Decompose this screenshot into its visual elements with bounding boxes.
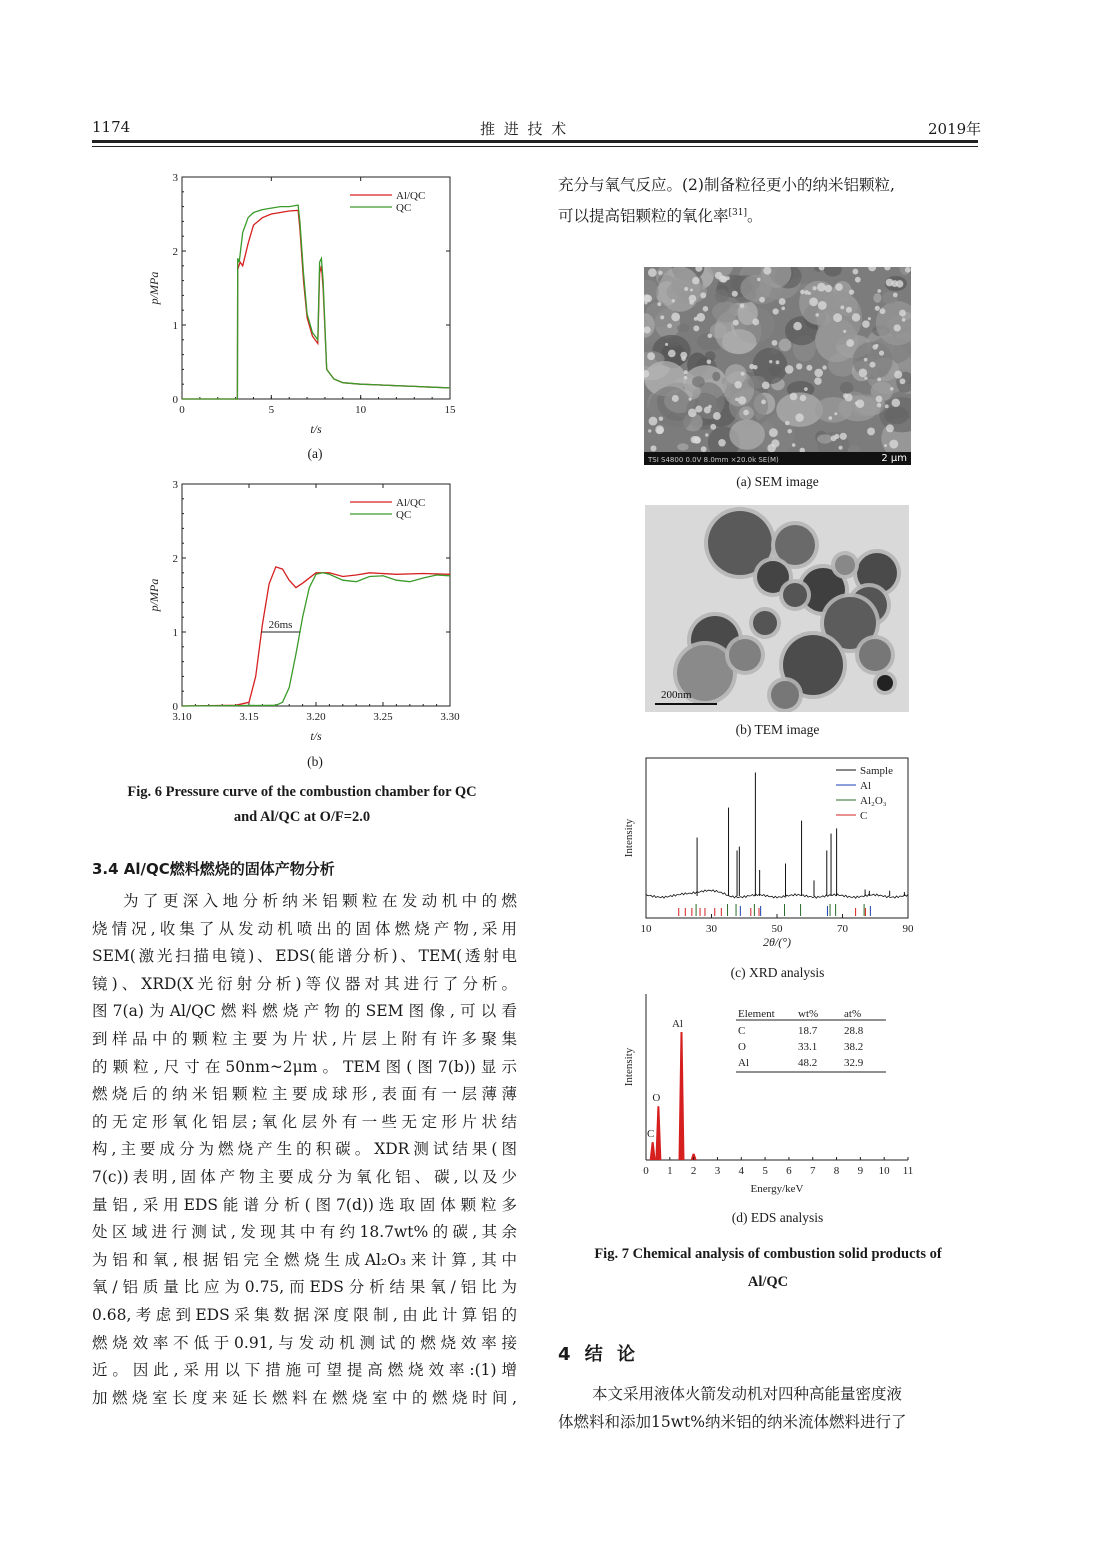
- eds-peak: [678, 1032, 684, 1160]
- table-header: Element: [738, 1008, 775, 1020]
- sem-nanoparticle: [814, 377, 821, 384]
- sem-nanoparticle: [735, 398, 738, 401]
- sem-grain: [740, 275, 771, 302]
- sem-nanoparticle: [762, 381, 770, 389]
- sem-nanoparticle: [684, 370, 688, 374]
- sem-nanoparticle: [779, 298, 786, 305]
- sem-nanoparticle: [719, 275, 726, 282]
- fig6a-sub-label: (a): [307, 446, 323, 461]
- sem-grain: [648, 387, 693, 436]
- sem-nanoparticle: [650, 445, 656, 451]
- y-tick-label: 3: [172, 479, 178, 491]
- sem-nanoparticle: [757, 278, 761, 282]
- body-line: 的颗粒,尺寸在50nm~2μm。TEM图(图7(b))显示: [92, 1057, 517, 1076]
- sem-nanoparticle: [759, 297, 765, 303]
- right-top-line2-end: 。: [747, 207, 763, 226]
- y-tick-label: 3: [172, 172, 178, 184]
- sem-nanoparticle: [875, 306, 880, 311]
- body-line: 构,主要成分为燃烧产生的积碳。XDR测试结果(图: [92, 1140, 517, 1159]
- legend-label: QC: [396, 509, 412, 521]
- fig6a-chart: [140, 165, 480, 465]
- body-line: 7(c))表明,固体产物主要成分为氧化铝、碳,以及少: [92, 1167, 517, 1186]
- sem-nanoparticle: [668, 350, 676, 358]
- sem-nanoparticle: [649, 417, 658, 426]
- sem-nanoparticle: [831, 435, 837, 441]
- sem-nanoparticle: [695, 406, 702, 413]
- sem-nanoparticle: [869, 362, 875, 368]
- sem-nanoparticle: [879, 350, 884, 355]
- sem-nanoparticle: [840, 305, 844, 309]
- sem-nanoparticle: [818, 301, 827, 310]
- sem-grain: [712, 372, 720, 381]
- right-top-line2: [558, 200, 978, 231]
- sem-grain: [824, 267, 842, 277]
- x-tick-label: 3.20: [306, 711, 326, 723]
- sem-grain: [840, 382, 853, 394]
- sem-nanoparticle: [733, 320, 739, 326]
- sem-nanoparticle: [790, 393, 798, 401]
- section-title-3-4: 3.4 Al/QC燃料燃烧的固体产物分析: [92, 860, 335, 878]
- sem-nanoparticle: [647, 352, 655, 360]
- legend-label: Al₂O₃: [860, 795, 887, 807]
- sem-nanoparticle: [749, 364, 754, 369]
- x-tick-label: 90: [902, 923, 914, 935]
- sem-grain: [873, 293, 881, 303]
- legend-label: Sample: [860, 765, 893, 777]
- sem-nanoparticle: [809, 297, 818, 306]
- x-tick-label: 70: [837, 923, 848, 935]
- sem-nanoparticle: [900, 378, 906, 384]
- sem-nanoparticle: [681, 356, 686, 361]
- sem-nanoparticle: [684, 376, 688, 380]
- year: 2019年: [928, 120, 982, 138]
- table-header: wt%: [798, 1008, 819, 1020]
- sem-nanoparticle: [655, 425, 664, 434]
- tem-particle: [783, 583, 807, 607]
- sem-nanoparticle: [752, 319, 759, 326]
- eds-chart: [610, 990, 920, 1205]
- tem-scale-label: 200nm: [661, 689, 692, 701]
- sem-nanoparticle: [894, 371, 902, 379]
- fig6b-chart: [140, 472, 480, 752]
- body-line: 氧/铝质量比应为0.75,而EDS分析结果氧/铝比为: [92, 1278, 517, 1297]
- sem-nanoparticle: [849, 290, 854, 295]
- x-tick-label: 3.10: [172, 711, 192, 723]
- body-line: SEM(激光扫描电镜)、EDS(能谱分析)、TEM(透射电: [92, 947, 517, 966]
- section-title-4: 4 结 论: [558, 1344, 640, 1365]
- sem-nanoparticle: [855, 277, 861, 283]
- sem-nanoparticle: [902, 318, 906, 322]
- x-tick-label: 30: [706, 923, 717, 935]
- sem-nanoparticle: [814, 369, 823, 378]
- sem-nanoparticle: [691, 436, 698, 443]
- table-cell: 48.2: [798, 1057, 818, 1069]
- sem-grain: [722, 329, 756, 354]
- x-tick-label: 5: [268, 404, 275, 416]
- sem-nanoparticle: [796, 363, 802, 369]
- x-tick-label: 8: [833, 1165, 840, 1177]
- annotation-label: 26ms: [268, 619, 293, 631]
- sem-nanoparticle: [877, 377, 881, 381]
- eds-peak-label: O: [652, 1092, 661, 1105]
- sem-nanoparticle: [648, 268, 657, 277]
- sem-nanoparticle: [839, 446, 843, 450]
- sem-nanoparticle: [828, 416, 832, 420]
- sem-nanoparticle: [693, 325, 699, 331]
- sem-nanoparticle: [659, 416, 663, 420]
- x-tick-label: 15: [444, 404, 456, 416]
- sem-nanoparticle: [705, 433, 708, 436]
- body-line: 到样品中的颗粒主要为片状,片层上附有许多聚集: [92, 1029, 517, 1048]
- sem-nanoparticle: [672, 395, 679, 402]
- x-tick-label: 3.30: [440, 711, 460, 723]
- series-line-qc: [182, 205, 450, 399]
- sem-nanoparticle: [689, 295, 697, 303]
- sem-nanoparticle: [862, 320, 870, 328]
- eds-peak: [650, 1142, 656, 1160]
- sem-nanoparticle: [800, 395, 807, 402]
- sem-image: [644, 267, 911, 465]
- sem-nanoparticle: [781, 307, 785, 311]
- x-tick-label: 4: [738, 1165, 745, 1177]
- sem-nanoparticle: [845, 394, 853, 402]
- journal-name: 推 进 技 术: [480, 120, 569, 138]
- y-tick-label: 1: [172, 627, 178, 639]
- x-tick-label: 50: [771, 923, 783, 935]
- body-line: 的无定形氧化铝层;氧化层外有一些无定形片状结: [92, 1112, 517, 1131]
- sem-nanoparticle: [703, 306, 709, 312]
- x-tick-label: 6: [786, 1165, 792, 1177]
- table-cell: 32.9: [844, 1057, 864, 1069]
- eds-peak-label: Al: [671, 1018, 683, 1030]
- x-tick-label: 3.25: [373, 711, 393, 723]
- sem-nanoparticle: [718, 439, 726, 447]
- sem-nanoparticle: [868, 267, 876, 271]
- tem-particle: [753, 611, 777, 635]
- table-cell: 38.2: [844, 1041, 864, 1053]
- sem-nanoparticle: [710, 424, 716, 430]
- sem-nanoparticle: [787, 429, 791, 433]
- sem-nanoparticle: [732, 291, 738, 297]
- tem-particle: [835, 555, 855, 575]
- right-top-line2-text: 可以提高铝颗粒的氧化率: [558, 207, 729, 226]
- sem-nanoparticle: [891, 398, 900, 407]
- x-tick-label: 10: [355, 404, 367, 416]
- sem-nanoparticle: [864, 358, 868, 362]
- sem-grain: [677, 324, 690, 332]
- sem-nanoparticle: [690, 288, 693, 291]
- fig7b-sub-label: (b) TEM image: [735, 722, 820, 737]
- x-axis-label: t/s: [310, 729, 322, 743]
- sem-nanoparticle: [834, 412, 837, 415]
- sem-nanoparticle: [855, 401, 858, 404]
- body-line: 图7(a)为Al/QC燃料燃烧产物的SEM图像,可以看: [92, 1002, 517, 1021]
- fig7c-sub-label: (c) XRD analysis: [730, 965, 825, 980]
- y-axis-label: Intensity: [623, 1047, 635, 1087]
- sem-nanoparticle: [806, 365, 812, 371]
- sem-grain: [677, 443, 688, 450]
- sem-nanoparticle: [644, 301, 647, 304]
- x-tick-label: 7: [809, 1165, 816, 1177]
- fig7a-sub-label: (a) SEM image: [736, 474, 819, 489]
- x-tick-label: 10: [878, 1165, 890, 1177]
- header-rule: [92, 140, 978, 143]
- sem-nanoparticle: [876, 396, 883, 403]
- sem-nanoparticle: [846, 339, 854, 347]
- sem-nanoparticle: [843, 330, 846, 333]
- sem-nanoparticle: [771, 439, 779, 447]
- sem-nanoparticle: [867, 428, 875, 436]
- body-line: 近。因此,采用以下措施可望提高燃烧效率:(1)增: [92, 1361, 517, 1380]
- y-tick-label: 1: [172, 320, 178, 332]
- body-line: 为了更深入地分析纳米铝颗粒在发动机中的燃: [123, 892, 517, 910]
- sem-nanoparticle: [769, 360, 772, 363]
- sem-nanoparticle: [740, 304, 744, 308]
- sem-nanoparticle: [713, 412, 721, 420]
- sem-nanoparticle: [660, 315, 664, 319]
- sem-nanoparticle: [804, 290, 809, 295]
- y-tick-label: 0: [172, 701, 178, 713]
- sem-nanoparticle: [696, 313, 705, 322]
- sem-nanoparticle: [769, 428, 778, 437]
- table-header: at%: [844, 1008, 862, 1020]
- sem-info-text: TSI S4800 0.0V 8.0mm ×20.0k SE(M): [648, 456, 779, 464]
- sem-nanoparticle: [852, 313, 860, 321]
- x-tick-label: 10: [640, 923, 652, 935]
- sem-nanoparticle: [835, 283, 843, 291]
- y-tick-label: 2: [172, 553, 178, 565]
- sem-nanoparticle: [884, 267, 890, 270]
- sem-nanoparticle: [793, 322, 801, 330]
- sem-nanoparticle: [648, 429, 651, 432]
- table-cell: 18.7: [798, 1025, 818, 1037]
- y-tick-label: 2: [172, 246, 178, 258]
- sem-nanoparticle: [665, 343, 668, 346]
- fig7-caption-line1: Fig. 7 Chemical analysis of combustion solid products of: [594, 1246, 942, 1262]
- legend-label: Al/QC: [396, 497, 426, 509]
- tem-scale-bar: [655, 703, 717, 705]
- body-line: 镜)、XRD(X光衍射分析)等仪器对其进行了分析。: [92, 974, 517, 993]
- x-axis-label: 2θ/(°): [762, 935, 792, 949]
- sem-nanoparticle: [694, 317, 698, 321]
- sem-nanoparticle: [684, 287, 688, 291]
- sem-nanoparticle: [889, 440, 898, 449]
- x-axis-label: Energy/keV: [750, 1183, 804, 1195]
- sem-texture: [644, 267, 911, 465]
- sem-nanoparticle: [846, 307, 852, 313]
- fig7d-sub-label: (d) EDS analysis: [731, 1210, 824, 1225]
- sem-nanoparticle: [886, 424, 894, 432]
- table-cell: C: [738, 1025, 746, 1037]
- x-tick-label: 3: [714, 1165, 721, 1177]
- sem-nanoparticle: [792, 443, 796, 447]
- sem-nanoparticle: [688, 408, 697, 417]
- sem-nanoparticle: [707, 359, 712, 364]
- body-line: 燃烧后的纳米铝颗粒主要成球形,表面有一层薄薄: [92, 1085, 517, 1104]
- table-cell: O: [738, 1041, 746, 1053]
- sem-nanoparticle: [795, 413, 803, 421]
- sem-nanoparticle: [859, 369, 868, 378]
- xrd-baseline: [646, 890, 908, 898]
- sem-nanoparticle: [667, 323, 672, 328]
- table-cell: 33.1: [798, 1041, 818, 1053]
- legend-label: Al: [860, 780, 871, 792]
- sem-nanoparticle: [815, 313, 819, 317]
- sem-nanoparticle: [864, 377, 867, 380]
- eds-peak: [655, 1106, 661, 1160]
- sem-nanoparticle: [886, 279, 894, 287]
- body-line: 烧情况,收集了从发动机喷出的固体燃烧产物,采用: [92, 919, 517, 938]
- sem-nanoparticle: [894, 324, 901, 331]
- sem-nanoparticle: [893, 293, 898, 298]
- sem-nanoparticle: [817, 283, 826, 292]
- sem-nanoparticle: [734, 381, 741, 388]
- sem-nanoparticle: [776, 360, 780, 364]
- fig6-caption-line1: Fig. 6 Pressure curve of the combustion chamber for QC: [127, 784, 477, 800]
- sem-nanoparticle: [743, 410, 749, 416]
- body-line: 为铝和氧,根据铝完全燃烧生成Al₂O₃来计算,其中: [92, 1250, 517, 1269]
- sem-nanoparticle: [785, 365, 794, 374]
- sem-nanoparticle: [738, 396, 746, 404]
- sem-nanoparticle: [658, 271, 662, 275]
- sem-nanoparticle: [899, 310, 906, 317]
- fig6b-sub-label: (b): [307, 754, 323, 769]
- sem-nanoparticle: [840, 433, 847, 440]
- sem-nanoparticle: [804, 387, 808, 391]
- sem-grain: [817, 434, 832, 443]
- page-number: 1174: [92, 118, 131, 136]
- body-line: 量铝,采用EDS能谱分析(图7(d))选取固体颗粒多: [92, 1195, 517, 1214]
- sem-nanoparticle: [773, 308, 779, 314]
- sem-nanoparticle: [872, 344, 877, 349]
- legend-label: C: [860, 810, 868, 822]
- legend-label: QC: [396, 202, 412, 214]
- sem-nanoparticle: [692, 277, 700, 285]
- sem-nanoparticle: [880, 308, 886, 314]
- legend-label: Al/QC: [396, 190, 426, 202]
- body-line: 燃烧效率不低于0.91,与发动机测试的燃烧效率接: [92, 1333, 517, 1352]
- sem-nanoparticle: [877, 403, 882, 408]
- citation: [31]: [728, 208, 747, 218]
- sem-nanoparticle: [890, 387, 893, 390]
- x-tick-label: 0: [179, 404, 185, 416]
- sem-nanoparticle: [657, 302, 661, 306]
- x-tick-label: 1: [667, 1165, 673, 1177]
- sem-nanoparticle: [704, 407, 711, 414]
- section-3-4-body: [92, 888, 517, 1412]
- table-cell: Al: [738, 1057, 749, 1069]
- x-tick-label: 9: [857, 1165, 864, 1177]
- tem-particle: [877, 675, 893, 691]
- sem-nanoparticle: [785, 421, 790, 426]
- x-tick-label: 0: [643, 1165, 649, 1177]
- sem-nanoparticle: [761, 399, 766, 404]
- sem-grain: [692, 376, 705, 387]
- x-axis-label: t/s: [310, 422, 322, 436]
- sem-nanoparticle: [884, 444, 887, 447]
- table-cell: 28.8: [844, 1025, 864, 1037]
- sem-grain: [715, 289, 729, 302]
- sem-nanoparticle: [672, 299, 675, 302]
- body-line: 处区域进行测试,发现其中有约18.7wt%的碳,其余: [92, 1223, 517, 1242]
- xrd-chart: [610, 750, 920, 960]
- sem-nanoparticle: [741, 372, 745, 376]
- y-axis-label: Intensity: [623, 818, 635, 858]
- x-tick-label: 2: [690, 1165, 697, 1177]
- sem-scale-label: 2 μm: [881, 453, 907, 464]
- body-line: 加燃烧室长度来延长燃料在燃烧室中的燃烧时间,: [92, 1388, 517, 1407]
- tem-particle: [859, 639, 891, 671]
- sem-nanoparticle: [708, 334, 713, 339]
- sem-nanoparticle: [800, 290, 805, 295]
- sem-nanoparticle: [852, 269, 858, 275]
- x-tick-label: 3.15: [239, 711, 259, 723]
- sem-nanoparticle: [700, 292, 706, 298]
- sem-nanoparticle: [896, 280, 903, 287]
- eds-peak-label: C: [646, 1128, 655, 1141]
- sem-nanoparticle: [689, 398, 692, 401]
- sem-nanoparticle: [812, 286, 816, 290]
- sem-nanoparticle: [833, 313, 842, 322]
- sem-grain: [729, 419, 765, 449]
- tem-particle: [771, 681, 799, 709]
- tem-particle: [729, 639, 761, 671]
- fig7-caption-line2: Al/QC: [747, 1274, 789, 1290]
- series-line-al-qc: [182, 210, 450, 399]
- fig6-caption-line2: and Al/QC at O/F=2.0: [233, 809, 371, 825]
- x-tick-label: 5: [762, 1165, 768, 1177]
- header-rule-thin: [92, 146, 978, 147]
- sem-nanoparticle: [825, 285, 832, 292]
- tem-particles: [645, 505, 909, 712]
- sem-nanoparticle: [772, 340, 778, 346]
- sem-nanoparticle: [671, 312, 680, 321]
- conclusion-line1: 本文采用液体火箭发动机对四种高能量密度液: [592, 1385, 903, 1403]
- sem-nanoparticle: [868, 317, 871, 320]
- sem-nanoparticle: [877, 289, 881, 293]
- body-line: 0.68,考虑到EDS采集数据深度限制,由此计算铝的: [92, 1305, 517, 1324]
- y-axis-label: p/MPa: [147, 271, 161, 305]
- right-top-line1: 充分与氧气反应。(2)制备粒径更小的纳米铝颗粒,: [558, 176, 895, 194]
- y-axis-label: p/MPa: [147, 578, 161, 612]
- sem-nanoparticle: [905, 267, 911, 273]
- sem-nanoparticle: [885, 404, 889, 408]
- series-line-qc: [182, 573, 450, 706]
- series-line-al-qc: [182, 567, 450, 706]
- sem-grain: [814, 397, 851, 422]
- conclusion-line2: 体燃料和添加15wt%纳米铝的纳米流体燃料进行了: [558, 1413, 907, 1431]
- x-tick-label: 11: [902, 1165, 914, 1177]
- sem-nanoparticle: [822, 365, 826, 369]
- tem-image: [645, 505, 909, 712]
- y-tick-label: 0: [172, 394, 178, 406]
